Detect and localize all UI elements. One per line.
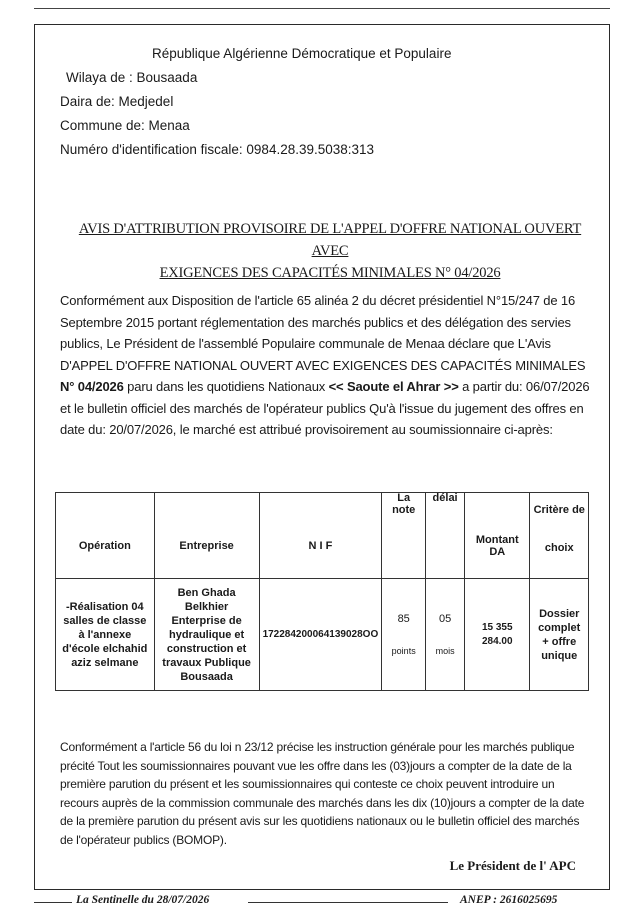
delai-value: 05 [438,612,452,625]
intro-text-2: paru dans les quotidiens Nationaux [123,379,329,394]
notice-title [60,218,600,284]
daira-line: Daira de: Medjedel [60,94,174,109]
cell-entreprise: Ben Ghada Belkhier Enterprise de hydraulique et construction et travaux Publique Bousaada [154,579,259,691]
header-critere: Critère de choix [530,493,589,579]
title-line-2: EXIGENCES DES CAPACITÉS MINIMALES N° 04/2026 [159,265,501,281]
footer [0,892,620,912]
header-operation: Opération [56,493,155,579]
delai-unit: mois [435,645,455,656]
anep-number: ANEP : 2616025695 [460,894,558,906]
attribution-table [55,492,589,691]
header-nif: N I F [259,493,382,579]
fiscal-id-line: Numéro d'identification fiscale: 0984.28.39.5038:313 [60,142,375,157]
note-value: 85 [397,612,410,625]
wilaya-line: Wilaya de : Bousaada [66,70,198,85]
commune-line: Commune de: Menaa [60,118,190,133]
header-note: La note [382,493,426,579]
cell-nif: 172284200064139028OO [259,579,382,691]
footer-rule [248,902,448,903]
administrative-header [60,42,451,162]
header-delai: délai [426,493,465,579]
note-unit: points [391,645,416,656]
republic-name: République Algérienne Démocratique et Populaire [152,46,452,61]
cell-operation: -Réalisation 04 salles de classe à l'annexe d'école elchahid aziz selmane [56,579,155,691]
cell-critere: Dossier complet + offre unique [530,579,589,691]
closing-paragraph: Conformément a l'article 56 du loi n 23/12 précise les instruction générale pour les marchés publique précité Tout les soumissionnaires pouvant vue les offre dans les (03)jours a compter de la date de la première parution du présent et les soumissionnaires qui conteste ce choix peuvent introduire un recours auprès de la commission communale des marchés dans les dix (10)jours a compter de la date de la première parution du présent avis sur les quotidiens nationaux ou le bulletin officiel des marchés de l'opérateur publics (BOMOP). [60,740,585,847]
cell-montant: 15 355 284.00 [465,579,530,691]
top-rule [34,8,610,9]
tender-number: N° 04/2026 [60,379,124,394]
signature: Le Président de l' APC [449,858,576,873]
title-line-1: AVIS D'ATTRIBUTION PROVISOIRE DE L'APPEL D'OFFRE NATIONAL OUVERT AVEC [78,221,582,259]
table-header-row [56,493,589,579]
newspaper-name: << Saoute el Ahrar >> [328,379,459,394]
footer-rule-left [34,902,72,903]
cell-delai [426,579,465,691]
header-entreprise: Entreprise [154,493,259,579]
cell-note [382,579,426,691]
intro-text-1: Conformément aux Disposition de l'article 65 alinéa 2 du décret présidentiel N°15/247 de 16 Septembre 2015 portant réglementation des marchés publics et des délégation des servies publics, Le Président de l'assemblé Populaire communale de Menaa déclare que L'Avis D'APPEL D'OFFRE NATIONAL OUVERT AVEC EXIGENCES DES CAPACITÉS MINIMALES [60,293,586,373]
header-montant: Montant DA [465,493,530,579]
publication-info: La Sentinelle du 28/07/2026 [76,894,210,906]
table-row [56,579,589,691]
intro-text-3: a partir du: 06/07/2026 et le bulletin officiel des marchés de l'opérateur publics Qu'à l'issue du jugement des offres en date du: 20/07/2026, le marché est attribué provisoirement au soumissionnaire ci-après: [60,379,590,437]
intro-paragraph [60,290,592,441]
